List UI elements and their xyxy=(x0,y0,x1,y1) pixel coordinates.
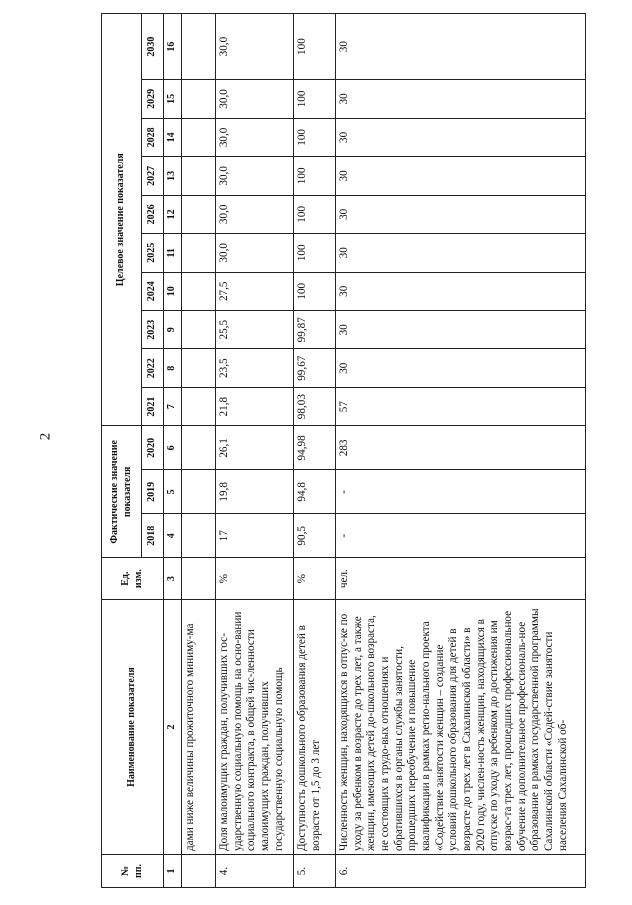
value-cell: 30,0 xyxy=(216,80,294,118)
value-cell: 98,03 xyxy=(294,387,336,425)
value-cell: 30,0 xyxy=(216,157,294,195)
value-cell: 27,5 xyxy=(216,272,294,310)
header-year: 2022 xyxy=(142,349,164,387)
table-row xyxy=(294,14,336,888)
value-cell: 100 xyxy=(294,157,336,195)
column-number: 14 xyxy=(164,118,182,156)
indicator-name: Доля малоимущих граждан, получивших гос-ударственную социальную помощь на осно-вании социального контракта, в общей чис-ленности малоимущих граждан, получивших государственную социальную помощь xyxy=(216,600,294,855)
value-cell: 94,8 xyxy=(294,470,336,514)
column-number: 7 xyxy=(164,387,182,425)
value-cell: 99,67 xyxy=(294,349,336,387)
column-number: 13 xyxy=(164,157,182,195)
value-cell: 30 xyxy=(336,80,586,118)
value-cell: 30 xyxy=(336,349,586,387)
value-cell: 100 xyxy=(294,14,336,80)
value-cell: 100 xyxy=(294,80,336,118)
value-cell: 57 xyxy=(336,387,586,425)
column-number: 15 xyxy=(164,80,182,118)
value-cell: 100 xyxy=(294,118,336,156)
value-cell: 30 xyxy=(336,234,586,272)
table-row xyxy=(336,14,586,888)
value-cell: 21,8 xyxy=(216,387,294,425)
column-number: 6 xyxy=(164,426,182,470)
value-cell: 30 xyxy=(336,272,586,310)
header-target: Целевое значение показателя xyxy=(102,14,142,426)
value-cell: 100 xyxy=(294,234,336,272)
value-cell: 30,0 xyxy=(216,118,294,156)
header-year: 2024 xyxy=(142,272,164,310)
value-cell: 30 xyxy=(336,195,586,233)
header-year: 2020 xyxy=(142,426,164,470)
row-number: 4. xyxy=(216,855,294,888)
header-year: 2028 xyxy=(142,118,164,156)
header-year: 2026 xyxy=(142,195,164,233)
value-cell: 30 xyxy=(336,310,586,348)
value-cell xyxy=(182,272,216,310)
value-cell: 283 xyxy=(336,426,586,470)
header-unit: Ед. изм. xyxy=(102,558,164,600)
value-cell xyxy=(182,234,216,272)
value-cell: 30,0 xyxy=(216,14,294,80)
header-actual: Фактические значение показателя xyxy=(102,426,142,558)
value-cell xyxy=(182,470,216,514)
unit-cell: чел. xyxy=(336,558,586,600)
indicators-table xyxy=(101,13,586,888)
value-cell xyxy=(182,349,216,387)
value-cell: 23,5 xyxy=(216,349,294,387)
value-cell: - xyxy=(336,470,586,514)
column-number: 3 xyxy=(164,558,182,600)
header-year: 2030 xyxy=(142,14,164,80)
value-cell xyxy=(182,387,216,425)
value-cell: 30,0 xyxy=(216,234,294,272)
column-number: 11 xyxy=(164,234,182,272)
header-year: 2019 xyxy=(142,470,164,514)
header-year: 2023 xyxy=(142,310,164,348)
indicator-name: Доступность дошкольного образования детей в возрасте от 1,5 до 3 лет xyxy=(294,600,336,855)
table-row xyxy=(216,14,294,888)
value-cell: 99,87 xyxy=(294,310,336,348)
value-cell xyxy=(182,14,216,80)
column-number: 9 xyxy=(164,310,182,348)
column-number: 4 xyxy=(164,514,182,558)
header-year: 2018 xyxy=(142,514,164,558)
value-cell: 25,5 xyxy=(216,310,294,348)
value-cell xyxy=(182,157,216,195)
header-year: 2029 xyxy=(142,80,164,118)
value-cell: 26,1 xyxy=(216,426,294,470)
value-cell xyxy=(182,80,216,118)
column-number: 5 xyxy=(164,470,182,514)
page-number: 2 xyxy=(37,432,54,441)
unit-cell xyxy=(182,558,216,600)
row-number: 6. xyxy=(336,855,586,888)
indicator-name: дами ниже величины прожиточного миниму-ма xyxy=(182,600,216,855)
value-cell: 17 xyxy=(216,514,294,558)
column-number: 1 xyxy=(164,855,182,888)
header-year: 2027 xyxy=(142,157,164,195)
unit-cell: % xyxy=(294,558,336,600)
value-cell: 19,8 xyxy=(216,470,294,514)
table-row xyxy=(182,14,216,888)
value-cell xyxy=(182,310,216,348)
value-cell: 100 xyxy=(294,195,336,233)
column-number: 10 xyxy=(164,272,182,310)
row-number: 5. xyxy=(294,855,336,888)
value-cell: 30 xyxy=(336,118,586,156)
value-cell: 94,98 xyxy=(294,426,336,470)
column-number: 2 xyxy=(164,600,182,855)
column-number: 16 xyxy=(164,14,182,80)
value-cell: 30,0 xyxy=(216,195,294,233)
rotated-table-page xyxy=(101,13,576,888)
value-cell: 30 xyxy=(336,157,586,195)
unit-cell: % xyxy=(216,558,294,600)
value-cell: - xyxy=(336,514,586,558)
indicator-name: Численность женщин, находящихся в отпус-ке по уходу за ребенком в возрасте до трех лет, а также женщин, имеющих детей до-школьного возраста, не состоящих в трудо-вых отношениях и обратившихся в органы службы занятости, прошедших переобучение и повышение квалификации в рамках регио-нального проекта «Содействие занятости женщин – создание условий дошкольного образования для детей в возрасте до трех лет в Сахалинской области» в 2020 году, числен-ность женщин, находящихся в отпуске по уходу за ребенком до достижения им возрас-та трех лет, прошедших профессиональное обучение и дополнительное профессиональ-ное образование в рамках государственной программы Сахалинской области «Содей-ствие занятости населения Сахалинской об- xyxy=(336,600,586,855)
value-cell xyxy=(182,195,216,233)
value-cell: 100 xyxy=(294,272,336,310)
column-number: 12 xyxy=(164,195,182,233)
value-cell xyxy=(182,426,216,470)
header-year: 2025 xyxy=(142,234,164,272)
row-number xyxy=(182,855,216,888)
header-name: Наименование показателя xyxy=(102,600,164,855)
value-cell xyxy=(182,118,216,156)
value-cell xyxy=(182,514,216,558)
header-year: 2021 xyxy=(142,387,164,425)
value-cell: 30 xyxy=(336,14,586,80)
value-cell: 90,5 xyxy=(294,514,336,558)
header-num: № пп. xyxy=(102,855,164,888)
column-number: 8 xyxy=(164,349,182,387)
